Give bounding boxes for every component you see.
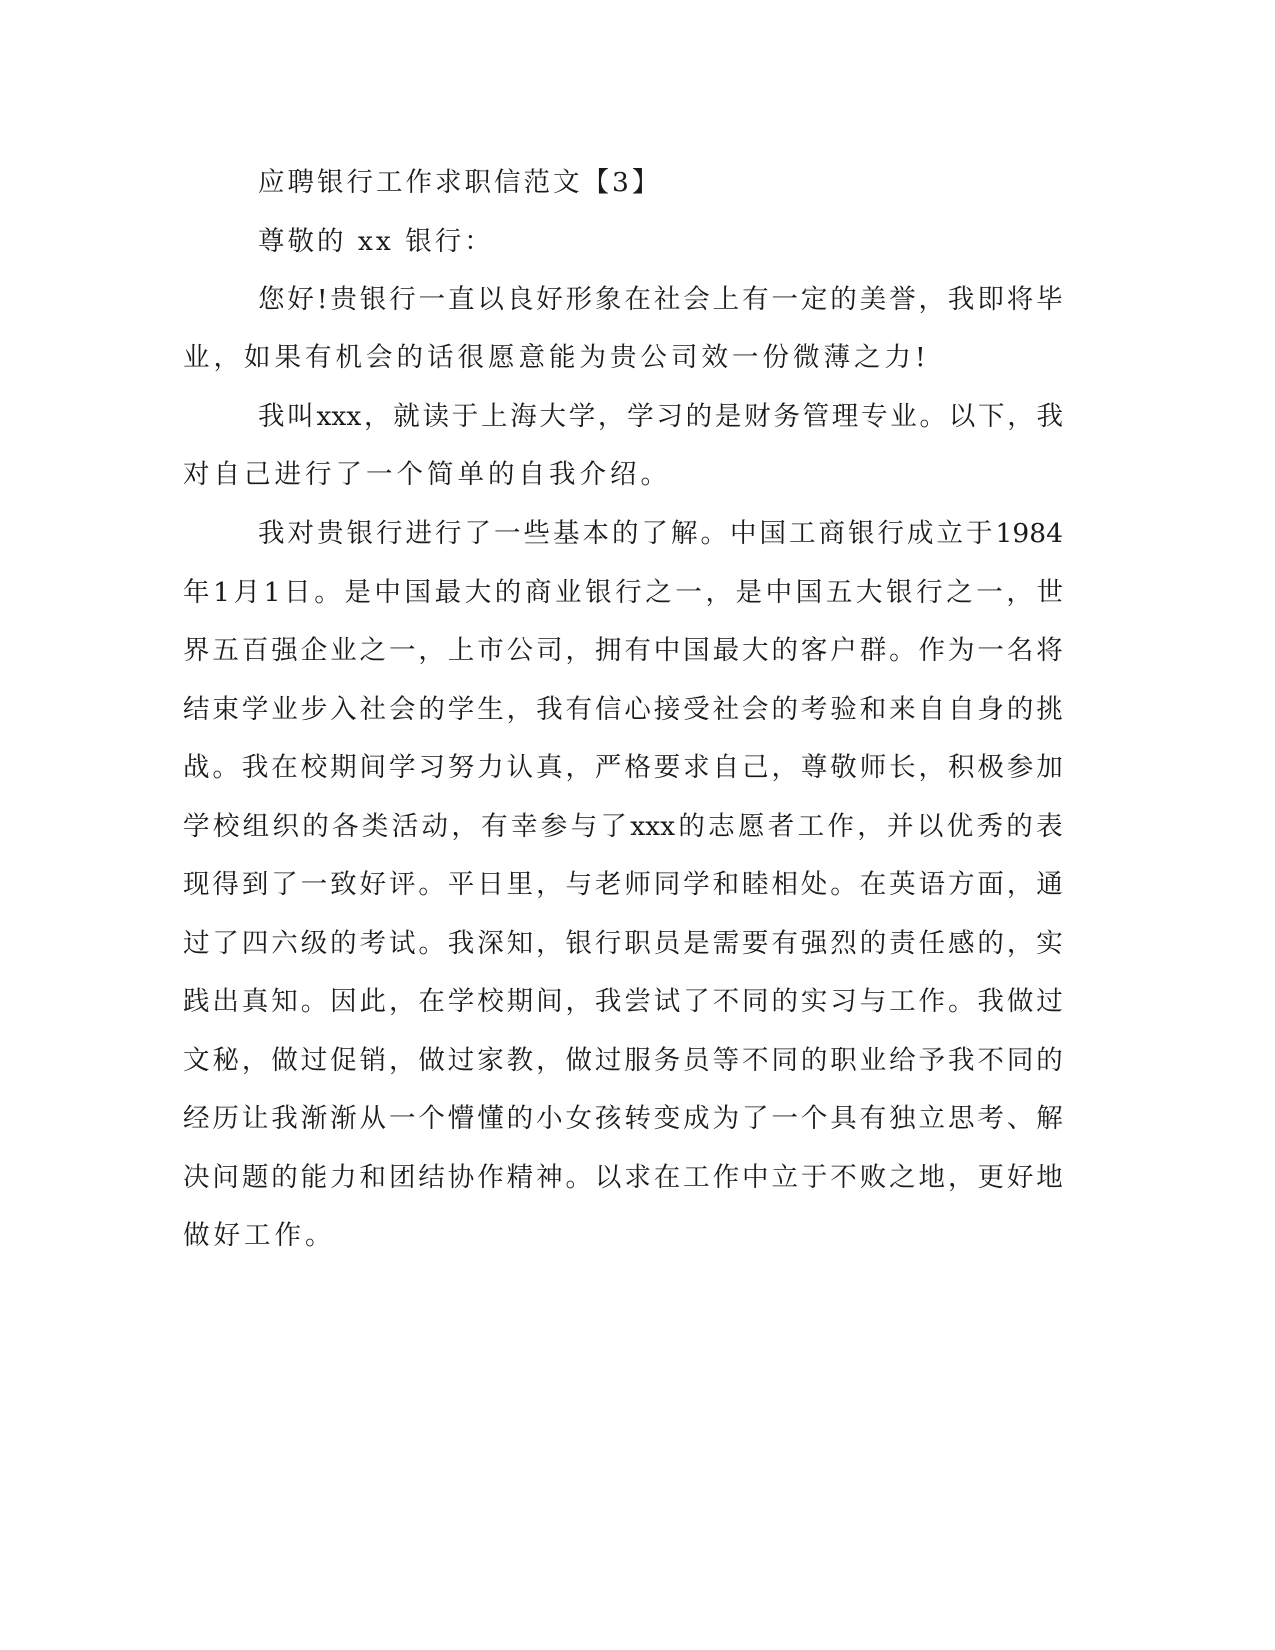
paragraph-1-line-1: 您 好 ! 贵 银 行 一 直 以 良 好 形 象 在 社 会 上 有 一 定 的 美 誉 ， 我 即 将 毕 xyxy=(258,284,1063,315)
document-title: 应聘银行工作求职信范文【3】 xyxy=(258,167,662,198)
paragraph-3-line-3: 界 五 百 强 企 业 之 一 ， 上 市 公 司 ， 拥 有 中 国 最 大 的 客 户 群 。 作 为 一 名 将 xyxy=(183,635,1063,666)
paragraph-2-line-2: 对自己进行了一个简单的自我介绍。 xyxy=(183,459,671,490)
paragraph-3-line-1: 我 对 贵 银 行 进 行 了 一 些 基 本 的 了 解 。 中 国 工 商 银 行 成 立 于 1984 xyxy=(258,518,1063,549)
paragraph-3-line-6: 学 校 组 织 的 各 类 活 动 ， 有 幸 参 与 了 xxx 的 志 愿 者 工 作 ， 并 以 优 秀 的 表 xyxy=(183,811,1063,842)
paragraph-3-line-12: 决 问 题 的 能 力 和 团 结 协 作 精 神 。 以 求 在 工 作 中 立 于 不 败 之 地 ， 更 好 地 xyxy=(183,1162,1063,1193)
paragraph-3-line-7: 现 得 到 了 一 致 好 评 。 平 日 里 ， 与 老 师 同 学 和 睦 相 处 。 在 英 语 方 面 ， 通 xyxy=(183,869,1063,900)
paragraph-3-line-4: 结 束 学 业 步 入 社 会 的 学 生 ， 我 有 信 心 接 受 社 会 的 考 验 和 来 自 自 身 的 挑 xyxy=(183,694,1063,725)
paragraph-3-line-9: 践 出 真 知 。 因 此 ， 在 学 校 期 间 ， 我 尝 试 了 不 同 的 实 习 与 工 作 。 我 做 过 xyxy=(183,986,1063,1017)
greeting-line: 尊敬的 xx 银行： xyxy=(258,226,494,257)
paragraph-3-line-5: 战 。 我 在 校 期 间 学 习 努 力 认 真 ， 严 格 要 求 自 己 ， 尊 敬 师 长 ， 积 极 参 加 xyxy=(183,752,1063,783)
paragraph-3-line-8: 过 了 四 六 级 的 考 试 。 我 深 知 ， 银 行 职 员 是 需 要 有 强 烈 的 责 任 感 的 ， 实 xyxy=(183,928,1063,959)
paragraph-2-line-1: 我 叫 xxx ， 就 读 于 上 海 大 学 ， 学 习 的 是 财 务 管 理 专 业 。 以 下 ， 我 xyxy=(258,401,1063,432)
paragraph-3-line-11: 经 历 让 我 渐 渐 从 一 个 懵 懂 的 小 女 孩 转 变 成 为 了 一 个 具 有 独 立 思 考 、 解 xyxy=(183,1103,1063,1134)
paragraph-1-line-2: 业，如果有机会的话很愿意能为贵公司效一份微薄之力! xyxy=(183,342,930,373)
paragraph-3-line-2: 年 1 月 1 日 。 是 中 国 最 大 的 商 业 银 行 之 一 ， 是 中 国 五 大 银 行 之 一 ， 世 xyxy=(183,577,1063,608)
paragraph-3-line-13: 做好工作。 xyxy=(183,1220,336,1251)
paragraph-3-line-10: 文 秘 ， 做 过 促 销 ， 做 过 家 教 ， 做 过 服 务 员 等 不 同 的 职 业 给 予 我 不 同 的 xyxy=(183,1045,1063,1076)
